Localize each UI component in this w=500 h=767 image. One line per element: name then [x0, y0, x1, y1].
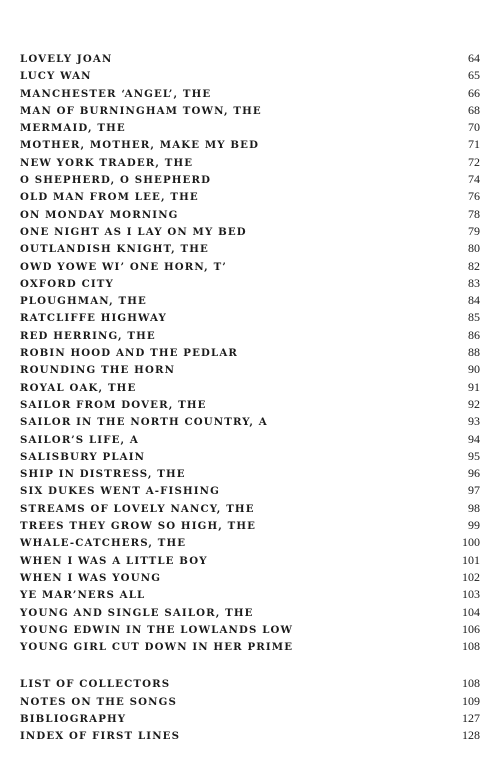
back-matter-list — [20, 675, 480, 744]
toc-entry — [20, 258, 480, 275]
entry-title: SAILOR FROM DOVER, THE — [20, 398, 207, 411]
entry-title: ONE NIGHT AS I LAY ON MY BED — [20, 225, 247, 238]
entry-page-number: 109 — [462, 693, 480, 708]
entry-page-number: 64 — [468, 51, 480, 65]
entry-page-number: 80 — [468, 241, 480, 256]
entry-page-number: 127 — [462, 710, 480, 725]
entry-page-number: 100 — [462, 535, 480, 550]
toc-entry — [20, 119, 480, 136]
entry-title: OLD MAN FROM LEE, THE — [20, 191, 199, 204]
entry-title: ROYAL OAK, THE — [20, 381, 137, 394]
entry-page-number: 96 — [468, 466, 480, 481]
entry-page-number: 90 — [468, 362, 480, 377]
entry-page-number: 95 — [468, 448, 480, 463]
toc-entry — [20, 517, 480, 534]
entry-page-number: 106 — [462, 621, 480, 636]
toc-entry — [20, 638, 480, 655]
entry-page-number: 76 — [468, 189, 480, 204]
entry-title: RATCLIFFE HIGHWAY — [20, 312, 167, 325]
entry-title: NOTES ON THE SONGS — [20, 695, 177, 708]
toc-entry — [20, 327, 480, 344]
toc-entry — [20, 67, 480, 84]
toc-entry — [20, 621, 480, 638]
entry-title: SIX DUKES WENT A-FISHING — [20, 485, 220, 498]
entry-page-number: 79 — [468, 223, 480, 238]
entry-title: YOUNG GIRL CUT DOWN IN HER PRIME — [20, 641, 294, 654]
toc-entry — [20, 50, 480, 67]
toc-entry — [20, 361, 480, 378]
toc-entry — [20, 675, 480, 692]
toc-entry — [20, 727, 480, 744]
toc-entry — [20, 482, 480, 499]
entry-page-number: 78 — [468, 206, 480, 221]
entry-page-number: 82 — [468, 258, 480, 273]
toc-entry — [20, 154, 480, 171]
entry-title: OWD YOWE WI’ ONE HORN, T’ — [20, 260, 227, 273]
toc-entry — [20, 223, 480, 240]
entry-title: BIBLIOGRAPHY — [20, 712, 127, 725]
entry-page-number: 102 — [462, 569, 480, 584]
toc-entry — [20, 534, 480, 551]
entry-title: RED HERRING, THE — [20, 329, 156, 342]
entry-page-number: 85 — [468, 310, 480, 325]
entry-title: INDEX OF FIRST LINES — [20, 730, 181, 743]
entry-title: LIST OF COLLECTORS — [20, 678, 171, 691]
toc-entry — [20, 569, 480, 586]
entry-title: SALISBURY PLAIN — [20, 450, 146, 463]
entry-page-number: 65 — [468, 68, 480, 83]
entry-page-number: 86 — [468, 327, 480, 342]
table-of-contents — [20, 50, 480, 745]
toc-entry — [20, 413, 480, 430]
song-list — [20, 50, 480, 655]
entry-title: SHIP IN DISTRESS, THE — [20, 468, 186, 481]
toc-entry — [20, 379, 480, 396]
toc-entry — [20, 552, 480, 569]
toc-entry — [20, 344, 480, 361]
entry-title: ROUNDING THE HORN — [20, 364, 176, 377]
entry-page-number: 93 — [468, 414, 480, 429]
toc-entry — [20, 710, 480, 727]
entry-title: SAILOR’S LIFE, A — [20, 433, 139, 446]
entry-page-number: 108 — [462, 676, 480, 691]
entry-title: WHALE-CATCHERS, THE — [20, 537, 187, 550]
toc-entry — [20, 465, 480, 482]
entry-title: PLOUGHMAN, THE — [20, 295, 147, 308]
entry-page-number: 71 — [468, 137, 480, 152]
toc-entry — [20, 171, 480, 188]
entry-title: YE MAR’NERS ALL — [20, 589, 146, 602]
entry-page-number: 101 — [462, 552, 480, 567]
entry-page-number: 83 — [468, 275, 480, 290]
entry-title: ON MONDAY MORNING — [20, 208, 179, 221]
entry-title: YOUNG AND SINGLE SAILOR, THE — [20, 606, 254, 619]
toc-entry — [20, 586, 480, 603]
toc-entry — [20, 693, 480, 710]
entry-page-number: 72 — [468, 154, 480, 169]
entry-title: ROBIN HOOD AND THE PEDLAR — [20, 347, 238, 360]
entry-page-number: 88 — [468, 345, 480, 360]
toc-entry — [20, 240, 480, 257]
toc-entry — [20, 448, 480, 465]
toc-entry — [20, 275, 480, 292]
entry-title: MERMAID, THE — [20, 122, 126, 135]
entry-title: MANCHESTER ‘ANGEL’, THE — [20, 87, 212, 100]
entry-page-number: 103 — [462, 587, 480, 602]
entry-title: YOUNG EDWIN IN THE LOWLANDS LOW — [20, 623, 294, 636]
entry-title: WHEN I WAS A LITTLE BOY — [20, 554, 208, 567]
entry-page-number: 70 — [468, 120, 480, 135]
entry-title: TREES THEY GROW SO HIGH, THE — [20, 520, 257, 533]
entry-page-number: 92 — [468, 396, 480, 411]
entry-title: O SHEPHERD, O SHEPHERD — [20, 174, 212, 187]
entry-page-number: 74 — [468, 172, 480, 187]
toc-entry — [20, 206, 480, 223]
entry-page-number: 91 — [468, 379, 480, 394]
entry-title: MAN OF BURNINGHAM TOWN, THE — [20, 104, 262, 117]
entry-title: OUTLANDISH KNIGHT, THE — [20, 243, 209, 256]
toc-entry — [20, 102, 480, 119]
entry-page-number: 128 — [462, 728, 480, 743]
toc-entry — [20, 188, 480, 205]
toc-entry — [20, 309, 480, 326]
entry-title: OXFORD CITY — [20, 277, 114, 290]
entry-page-number: 84 — [468, 293, 480, 308]
section-gap — [20, 655, 480, 675]
entry-title: STREAMS OF LOVELY NANCY, THE — [20, 502, 255, 515]
entry-page-number: 104 — [462, 604, 480, 619]
entry-page-number: 99 — [468, 518, 480, 533]
toc-entry — [20, 500, 480, 517]
entry-page-number: 98 — [468, 500, 480, 515]
entry-page-number: 94 — [468, 431, 480, 446]
entry-title: SAILOR IN THE NORTH COUNTRY, A — [20, 416, 268, 429]
entry-page-number: 66 — [468, 85, 480, 100]
toc-entry — [20, 396, 480, 413]
entry-title: LOVELY JOAN — [20, 53, 113, 65]
entry-page-number: 97 — [468, 483, 480, 498]
entry-page-number: 108 — [462, 639, 480, 654]
entry-title: WHEN I WAS YOUNG — [20, 571, 162, 584]
entry-title: MOTHER, MOTHER, MAKE MY BED — [20, 139, 260, 152]
toc-entry — [20, 85, 480, 102]
entry-page-number: 68 — [468, 102, 480, 117]
entry-title: LUCY WAN — [20, 70, 92, 83]
entry-title: NEW YORK TRADER, THE — [20, 156, 194, 169]
toc-entry — [20, 431, 480, 448]
toc-entry — [20, 136, 480, 153]
toc-entry — [20, 604, 480, 621]
toc-entry — [20, 292, 480, 309]
